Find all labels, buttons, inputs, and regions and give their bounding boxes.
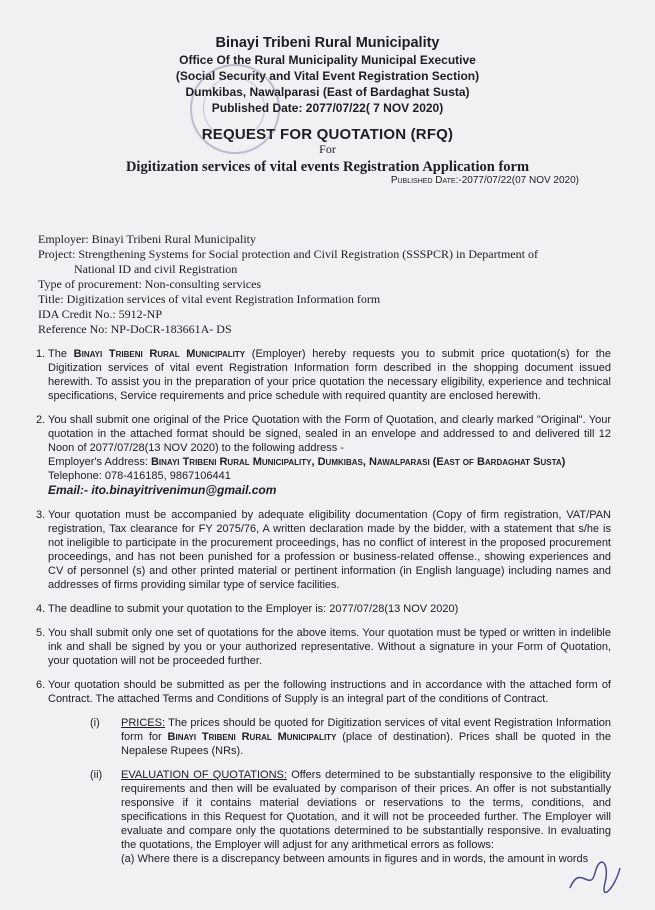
item-text (48, 413, 611, 498)
item-number: 2. (36, 414, 46, 426)
instruction-item-5 (36, 626, 611, 668)
sub-item-number: (ii) (90, 769, 103, 781)
telephone: Telephone: 078-416185, 9867106441 (48, 470, 231, 482)
item-number: 6. (36, 679, 46, 691)
sub-item-text (121, 716, 611, 758)
address-label: Employer's Address: (48, 456, 148, 468)
instruction-item-1 (36, 347, 611, 403)
project-details (38, 232, 598, 337)
item-body: (Employer) hereby requests you to submit price quotation(s) for the Digitization services of vital event Registration Information form described in the shopping document issued herewith. To assist you in the preparation of your price quotation the necessary eligibility, experience and technical specifications, Service requirements and price schedule with required quantity are enclosed herewith. (48, 348, 612, 402)
sub-item-prices (90, 716, 611, 758)
employer-name-emphasis: Binayi Tribeni Rural Municipality (167, 731, 337, 743)
instruction-item-2 (36, 413, 611, 498)
project-line-cont: National ID and civil Registration (74, 262, 238, 276)
title-line: Title: Digitization services of vital event Registration Information form (38, 292, 381, 306)
item-text: Your quotation must be accompanied by adequate eligibility documentation (Copy of firm registration, VAT/PAN registration, Tax clearance for FY 2075/76, A written declaration made by the bidder, with a statement that s/he is not ineligible to participate in the procurement proceedings, has no conflict of interest in the proposed procurement proceedings, and has not been punished for a profession or business-related offense., showing experiences and CV of personnel (s) and other printed material or pertinent information (in English language) including names and addresses of firms providing similar type of service facilities. (48, 509, 611, 591)
instruction-item-6 (36, 678, 611, 706)
sub-item-heading: EVALUATION OF QUOTATIONS: (121, 769, 287, 781)
sub-item-clause-a: (a) Where there is a discrepancy between amounts in figures and in words, the amount in words (121, 853, 589, 865)
sub-item-text (121, 768, 611, 866)
sub-item-body-a: The prices should be quoted for Digitization services of vital event Registration Information form for (121, 717, 612, 743)
item-number: 1. (36, 348, 46, 360)
item-text (48, 347, 611, 403)
document-subtitle: Digitization services of vital events Registration Application form (125, 159, 530, 175)
item-text: Your quotation should be submitted as per the following instructions and in accordance with the attached form of Contract. The attached Terms and Conditions of Supply is an integral part of the conditions of Contract. (48, 679, 611, 705)
employer-line: Employer: Binayi Tribeni Rural Municipality (38, 232, 256, 246)
item-number: 5. (36, 627, 46, 639)
office-name: Office Of the Rural Municipality Municipal Executive (179, 53, 476, 67)
procurement-type-line: Type of procurement: Non-consulting services (38, 277, 262, 291)
reference-line: Reference No: NP-DoCR-183661A- DS (38, 322, 232, 336)
sub-item-number: (i) (90, 717, 100, 729)
item-number: 4. (36, 603, 46, 615)
project-line: Project: Strengthening Systems for Social protection and Civil Registration (SSSPCR) in Department of (38, 247, 538, 261)
instructions-list (36, 347, 611, 866)
signature-icon (565, 858, 625, 898)
instruction-item-4 (36, 602, 611, 616)
sub-item-evaluation (90, 768, 611, 866)
published-date: Published Date:-2077/07/22(07 NOV 2020) (390, 175, 579, 186)
item-text: You shall submit only one set of quotations for the above items. Your quotation must be typed or written in indelible ink and shall be signed by you or your authorized representative. Without a signature in your Form of Quotation, your quotation will not be proceeded further. (48, 627, 611, 667)
employer-address: Binayi Tribeni Rural Municipality, Dumkibas, Nawalparasi (East of Bardaghat Susta) (150, 456, 566, 468)
ida-credit-line: IDA Credit No.: 5912-NP (38, 307, 162, 321)
item-number: 3. (36, 509, 46, 521)
item-lead: The (48, 348, 67, 360)
for-label: For (319, 142, 336, 156)
item-text: The deadline to submit your quotation to the Employer is: 2077/07/28(13 NOV 2020) (48, 603, 459, 615)
employer-name-emphasis: Binayi Tribeni Rural Municipality (73, 348, 246, 360)
office-address: Dumkibas, Nawalparasi (East of Bardaghat Susta) (185, 85, 470, 99)
sub-item-body: Offers determined to be substantially responsive to the eligibility requirements and then will be evaluated by comparison of their prices. An offer is not substantially responsive if it contains material deviations or reservations to the terms, conditions, and specifications in this Request for Quotation, and it will not be proceeded further. The Employer will evaluate and compare only the quotations determined to be substantially responsive. In evaluating the quotations, the Employer will adjust for any arithmetical errors as follows: (121, 769, 612, 851)
item-body: You shall submit one original of the Price Quotation with the Form of Quotation, and clearly marked "Original". Your quotation in the attached format should be signed, sealed in an envelope and addressed to and delivered till 12 Noon of 2077/07/28(13 NOV 2020) to the following address - (48, 414, 611, 454)
sub-item-body-b: (place of destination). Prices shall be quoted in the Nepalese Rupees (NRs). (121, 731, 611, 757)
stamp-inner-ring (203, 77, 265, 139)
email-address: Email:- ito.binayitrivenimun@gmail.com (48, 483, 277, 497)
municipality-name: Binayi Tribeni Rural Municipality (215, 35, 440, 51)
instruction-item-3 (36, 508, 611, 592)
section-name: (Social Security and Vital Event Registration Section) (175, 69, 480, 83)
document-title: REQUEST FOR QUOTATION (RFQ) (201, 126, 454, 143)
sub-item-heading: PRICES: (121, 717, 166, 729)
header-published-date: Published Date: 2077/07/22( 7 NOV 2020) (211, 101, 444, 115)
